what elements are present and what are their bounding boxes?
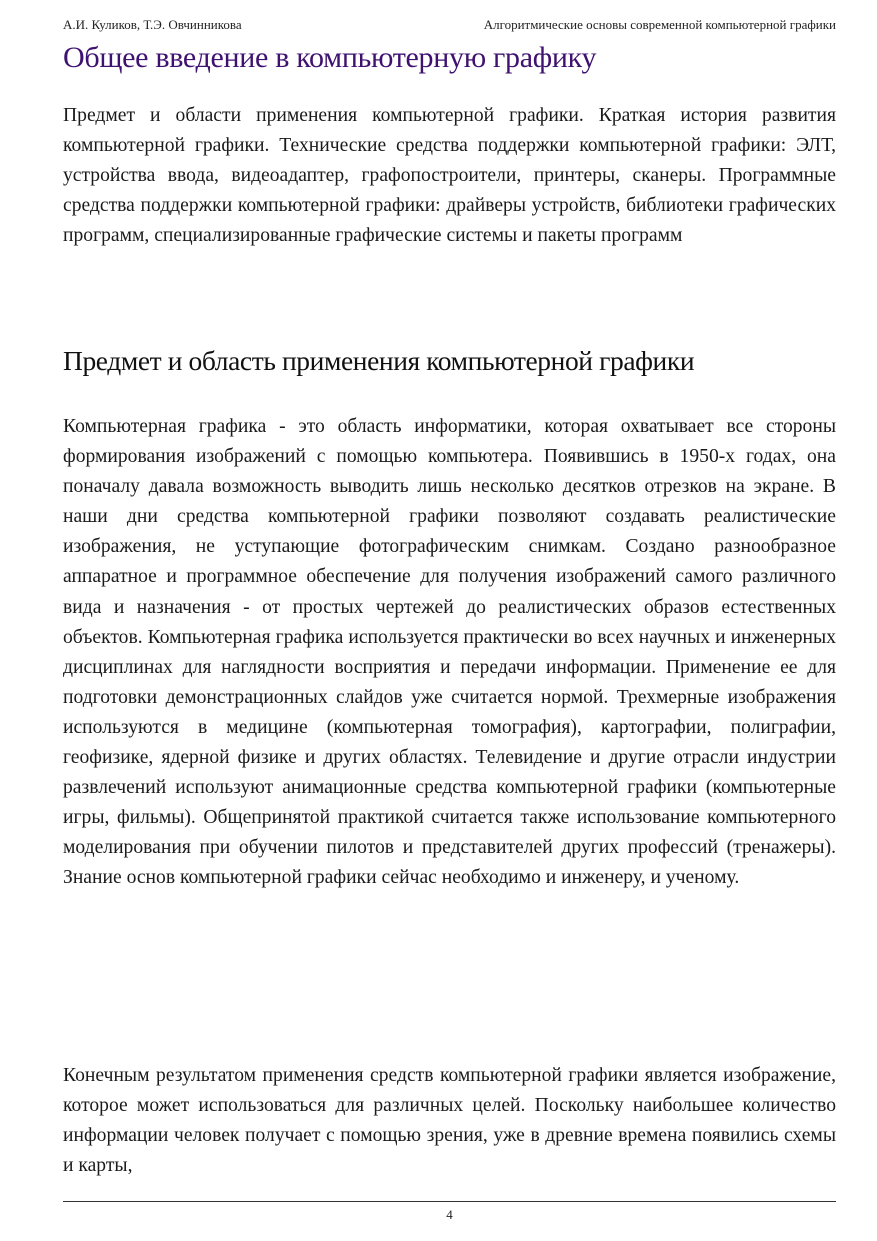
header-book-title: Алгоритмические основы современной компьютерной графики (483, 17, 836, 32)
chapter-title: Общее введение в компьютерную графику (63, 41, 597, 74)
document-page (63, 0, 836, 1241)
body-paragraph: Конечным результатом применения средств компьютерной графики является изображение, которое может использоваться для различных целей. Поскольку наибольшее количество информации человек получает с помощью зрения, уже в древние времена появились схемы и карты, (63, 1065, 836, 1177)
footer-divider (63, 1201, 836, 1202)
section-title: Предмет и область применения компьютерной графики (63, 345, 695, 376)
page-number: 4 (446, 1207, 453, 1222)
running-header (63, 17, 836, 33)
header-authors: А.И. Куликов, Т.Э. Овчинникова (63, 17, 242, 32)
body-paragraph: Компьютерная графика - это область информатики, которая охватывает все стороны формирования изображений с помощью компьютера. Появившись в 1950-х годах, она поначалу давала возможность выводить лишь несколько десятков отрезков на экране. В наши дни средства компьютерной графики позволяют создавать реалистические изображения, не уступающие фотографическим снимкам. Создано разнообразное аппаратное и программное обеспечение для получения изображений самого различного вида и назначения - от простых чертежей до реалистических образов естественных объектов. Компьютерная графика используется практически во всех научных и инженерных дисциплинах для наглядности восприятия и передачи информации. Применение ее для подготовки демонстрационных слайдов уже считается нормой. Трехмерные изображения используются в медицине (компьютерная томография), картографии, полиграфии, геофизике, ядерной физике и других областях. Телевидение и другие отрасли индустрии развлечений используют анимационные средства компьютерной графики (компьютерные игры, фильмы). Общепринятой практикой считается также использование компьютерного моделирования при обучении пилотов и представителей других профессий (тренажеры). Знание основ компьютерной графики сейчас необходимо и инженеру, и ученому. (63, 416, 836, 889)
chapter-abstract: Предмет и области применения компьютерной графики. Краткая история развития компьютерной графики. Технические средства поддержки компьютерной графики: ЭЛТ, устройства ввода, видеоадаптер, графопостроители, принтеры, сканеры. Программные средства поддержки компьютерной графики: драйверы устройств, библиотеки графических программ, специализированные графические системы и пакеты программ (63, 105, 836, 247)
